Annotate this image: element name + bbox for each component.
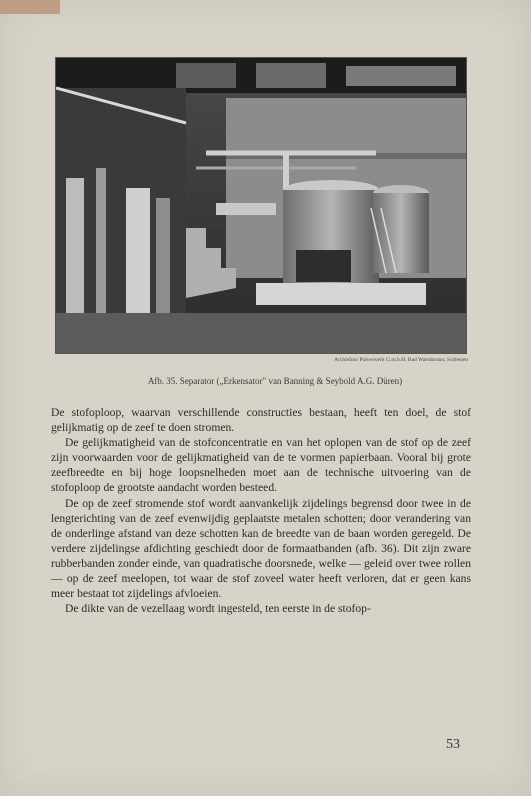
figure-caption: Afb. 35. Separator („Erkensator" van Banning & Seybold A.G. Düren)	[147, 376, 403, 386]
paragraph: De stofoploop, waarvan verschillende constructies bestaan, heeft ten doel, de stof gelijkmatig op de zeef te doen stromen.	[51, 406, 471, 435]
page-corner-tab	[0, 0, 60, 14]
paragraph: De dikte van de vezellaag wordt ingesteld, ten eerste in de stofop-	[65, 602, 371, 616]
factory-photo-illustration	[56, 58, 466, 353]
paragraph: De gelijkmatigheid van de stofconcentratie en van het oplopen van de stof op de zeef zijn voorwaarden voor de gelijkmatigheid van de te vormen papierbaan. Vooral bij grote zeefbreedte en bij hoge loopsnelheden moet aan de technische uitvoering van de stofoploop de grootste aandacht worden besteed.	[51, 436, 471, 495]
paragraph: De op de zeef stromende stof wordt aanvankelijk zijdelings begrensd door twee in de lengterichting van de zeef evenwijdig geplaatste metalen schotten; door verandering van de onderlinge afstand van deze schotten kan de breedte van de baan worden geregeld. De verdere zijdelingse afdichting geschiedt door de formaatbanden (afb. 36). Dit zijn zware rubberbanden zonder einde, van quadratische doorsnede, welke — geleid over twee rollen — op de zeef meelopen, tot waar de stof zoveel water heeft verloren, dat er geen kans meer bestaat tot zijdelings afvloeien.	[51, 496, 471, 601]
separator-photo	[55, 57, 467, 354]
body-text	[51, 405, 471, 616]
page-number: 53	[446, 737, 460, 752]
photo-credit: Archiefoto Pulverwerk G.m.b.H. Bad Warmbrunn, Schlesien	[334, 357, 468, 363]
